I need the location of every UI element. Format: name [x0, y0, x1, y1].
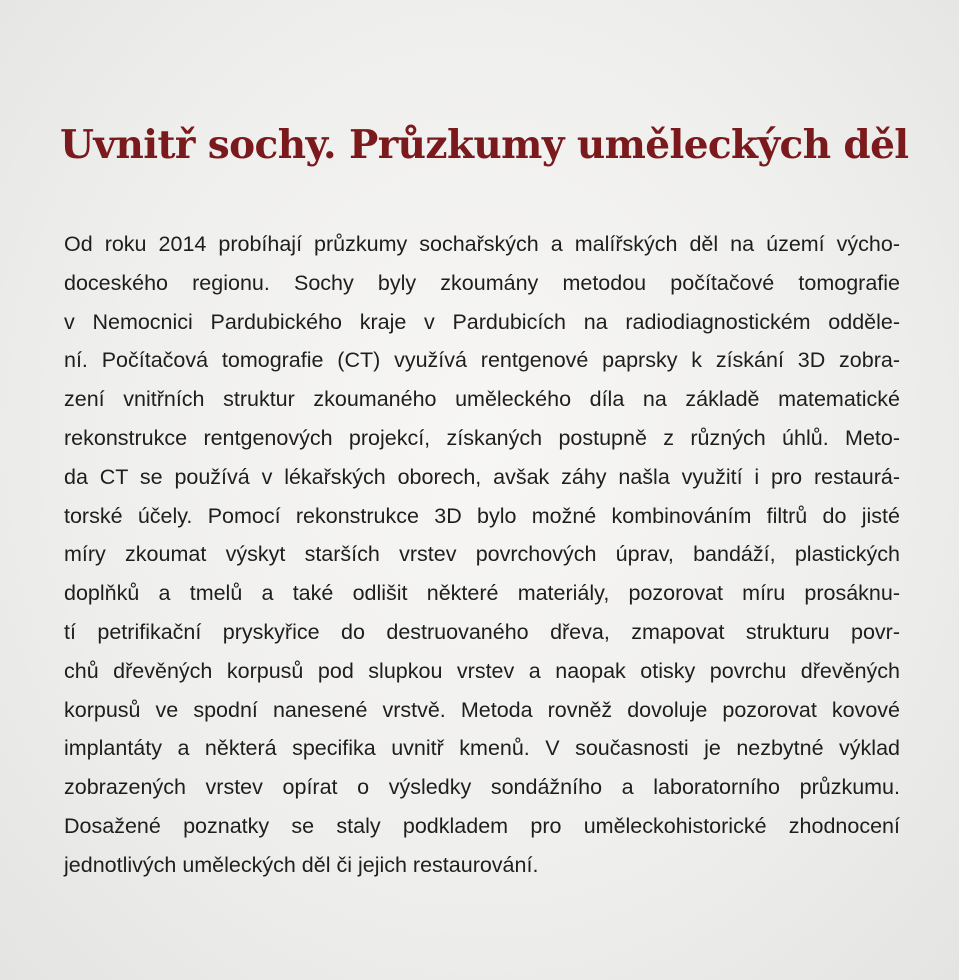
text-line: implantáty a některá specifika uvnitř kmenů. V současnosti je nezbytné výklad: [64, 736, 900, 761]
text-line: míry zkoumat výskyt starších vrstev povrchových úprav, bandáží, plastických: [64, 542, 900, 567]
text-line: Od roku 2014 probíhají průzkumy sochařských a malířských děl na území výcho-: [64, 232, 900, 256]
text-line: zobrazených vrstev opírat o výsledky sondážního a laboratorního průzkumu.: [64, 775, 900, 800]
panel-title: Uvnitř sochy. Průzkumy uměleckých děl: [60, 122, 909, 168]
text-line: ní. Počítačová tomografie (CT) využívá rentgenové paprsky k získání 3D zobra-: [64, 348, 900, 373]
text-line: doplňků a tmelů a také odlišit některé materiály, pozorovat míru prosáknu-: [64, 581, 900, 606]
text-line: jednotlivých uměleckých děl či jejich restaurování.: [64, 852, 539, 877]
text-line: v Nemocnici Pardubického kraje v Pardubicích na radiodiagnostickém odděle-: [64, 309, 900, 334]
text-line: korpusů ve spodní nanesené vrstvě. Metoda rovněž dovoluje pozorovat kovové: [64, 697, 900, 722]
text-line: rekonstrukce rentgenových projekcí, získaných postupně z různých úhlů. Meto-: [64, 425, 900, 450]
text-line: da CT se používá v lékařských oborech, avšak záhy našla využití i pro restaurá-: [64, 464, 900, 489]
text-line: doceského regionu. Sochy byly zkoumány metodou počítačové tomografie: [64, 270, 900, 295]
text-line: tí petrifikační pryskyřice do destruovaného dřeva, zmapovat strukturu povr-: [64, 619, 900, 644]
text-line: zení vnitřních struktur zkoumaného uměleckého díla na základě matematické: [64, 387, 900, 412]
text-line: chů dřevěných korpusů pod slupkou vrstev a naopak otisky povrchu dřevěných: [64, 658, 900, 683]
panel-body-text: [64, 225, 900, 885]
text-line: torské účely. Pomocí rekonstrukce 3D bylo možné kombinováním filtrů do jisté: [64, 503, 900, 528]
text-line: Dosažené poznatky se staly podkladem pro uměleckohistorické zhodnocení: [64, 813, 900, 838]
